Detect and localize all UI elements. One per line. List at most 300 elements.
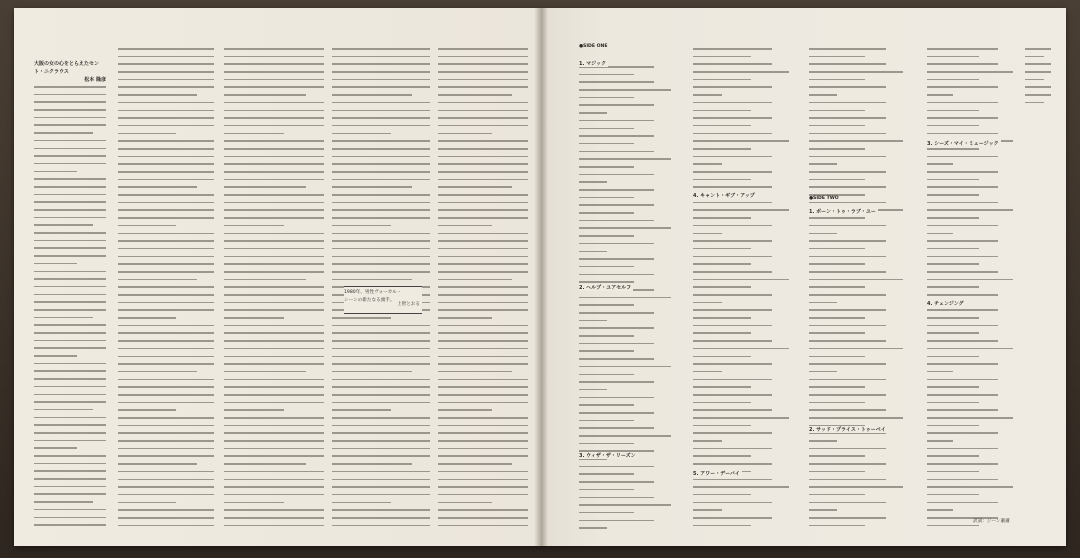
text-line <box>118 463 197 465</box>
text-line <box>118 271 214 273</box>
text-line <box>118 432 214 434</box>
text-line <box>579 197 634 199</box>
text-line <box>809 502 886 504</box>
text-line <box>693 102 772 104</box>
text-line <box>34 209 106 211</box>
text-line <box>118 348 214 350</box>
text-line <box>332 440 430 442</box>
text-line <box>693 86 772 88</box>
text-line <box>693 271 772 273</box>
text-line <box>34 394 106 396</box>
song-title-9: 4. チェンジング <box>927 301 964 307</box>
text-line <box>224 86 324 88</box>
text-line <box>34 309 106 311</box>
text-line <box>927 209 1013 211</box>
text-line <box>34 240 106 242</box>
text-line <box>809 325 886 327</box>
text-line <box>579 512 634 514</box>
text-line <box>438 402 528 404</box>
text-line <box>693 502 772 504</box>
text-line <box>927 425 979 427</box>
text-line <box>34 101 106 103</box>
text-line <box>332 502 391 504</box>
text-line <box>34 324 106 326</box>
text-line <box>438 340 528 342</box>
text-line <box>332 102 430 104</box>
text-line <box>579 420 634 422</box>
text-line <box>927 479 998 481</box>
text-line <box>34 201 106 203</box>
text-line <box>332 455 430 457</box>
text-line <box>118 71 214 73</box>
text-line <box>438 156 528 158</box>
text-line <box>224 248 324 250</box>
song-title-7: 2. サッド・プライス・トゥーベイ <box>809 427 886 433</box>
text-line <box>809 479 886 481</box>
text-line <box>118 179 214 181</box>
text-line <box>438 79 528 81</box>
text-line <box>34 455 106 457</box>
text-line <box>927 348 1013 350</box>
text-line <box>118 386 214 388</box>
text-line <box>34 409 93 411</box>
text-line <box>927 171 998 173</box>
text-line <box>438 171 528 173</box>
text-line <box>332 417 430 419</box>
text-line <box>438 133 492 135</box>
text-line <box>693 302 722 304</box>
text-line <box>438 348 528 350</box>
text-line <box>809 402 865 404</box>
text-line <box>438 163 528 165</box>
text-line <box>693 217 751 219</box>
text-line <box>579 166 634 168</box>
text-line <box>224 448 324 450</box>
text-line <box>224 163 324 165</box>
text-line <box>579 443 634 445</box>
text-line <box>579 266 634 268</box>
text-line <box>693 371 722 373</box>
text-line <box>809 171 886 173</box>
text-line <box>809 63 886 65</box>
text-line <box>927 186 998 188</box>
text-line <box>693 409 772 411</box>
text-line <box>927 156 998 158</box>
side-two-label: ●SIDE TWO <box>809 196 839 201</box>
text-line <box>693 363 772 365</box>
text-line <box>693 179 751 181</box>
text-line <box>579 251 607 253</box>
text-line <box>693 340 772 342</box>
text-line <box>118 171 214 173</box>
text-line <box>579 504 671 506</box>
text-line <box>118 455 214 457</box>
lyrics-column-3 <box>809 48 903 532</box>
text-line <box>579 497 654 499</box>
text-line <box>693 279 789 281</box>
text-line <box>579 189 654 191</box>
side-one-label: ●SIDE ONE <box>579 44 608 49</box>
text-line <box>34 317 93 319</box>
text-line <box>438 332 528 334</box>
text-line <box>34 363 106 365</box>
text-line <box>118 340 214 342</box>
text-line <box>927 455 979 457</box>
text-line <box>34 232 106 234</box>
text-line <box>118 371 197 373</box>
text-line <box>809 133 886 135</box>
text-line <box>118 502 176 504</box>
text-line <box>1025 71 1051 73</box>
text-line <box>438 494 528 496</box>
text-line <box>34 109 106 111</box>
text-line <box>118 217 214 219</box>
text-line <box>579 350 634 352</box>
text-line <box>693 263 751 265</box>
text-line <box>927 371 953 373</box>
text-line <box>118 86 214 88</box>
text-line <box>438 525 528 527</box>
text-line <box>118 325 214 327</box>
text-line <box>438 63 528 65</box>
text-line <box>34 117 106 119</box>
text-line <box>927 94 953 96</box>
text-line <box>118 133 176 135</box>
text-line <box>809 102 886 104</box>
text-line <box>927 194 979 196</box>
text-line <box>927 363 998 365</box>
text-line <box>118 156 214 158</box>
text-line <box>34 271 106 273</box>
text-line <box>809 186 886 188</box>
right-page <box>541 8 1066 546</box>
text-line <box>809 217 865 219</box>
text-line <box>224 463 306 465</box>
text-line <box>118 309 214 311</box>
text-line <box>34 509 106 511</box>
text-line <box>927 117 998 119</box>
text-line <box>927 432 998 434</box>
text-line <box>118 356 214 358</box>
text-line <box>693 525 751 527</box>
text-line <box>332 202 430 204</box>
text-line <box>927 248 979 250</box>
text-line <box>438 186 512 188</box>
text-line <box>332 517 430 519</box>
song-title-2: 2. ヘルプ・ユアセルフ <box>579 285 632 291</box>
text-line <box>118 417 214 419</box>
text-line <box>332 94 412 96</box>
song-title-5: 5. アワー・デーバイ <box>693 471 740 477</box>
text-line <box>118 233 214 235</box>
text-line <box>224 56 324 58</box>
text-line <box>927 394 998 396</box>
text-line <box>438 379 528 381</box>
text-line <box>332 317 391 319</box>
text-line <box>224 371 306 373</box>
text-line <box>34 493 106 495</box>
text-line <box>809 356 865 358</box>
text-line <box>809 263 865 265</box>
text-line <box>579 89 671 91</box>
text-line <box>579 412 654 414</box>
text-line <box>118 256 214 258</box>
text-line <box>693 402 751 404</box>
text-line <box>693 48 772 50</box>
text-line <box>438 256 528 258</box>
text-line <box>693 394 772 396</box>
text-line <box>34 163 106 165</box>
text-line <box>438 371 512 373</box>
text-line <box>438 279 512 281</box>
text-line <box>1025 56 1044 58</box>
text-line <box>693 71 789 73</box>
text-line <box>438 479 528 481</box>
text-line <box>118 94 197 96</box>
text-line <box>927 417 1013 419</box>
text-line <box>118 517 214 519</box>
text-line <box>332 86 430 88</box>
text-line <box>224 63 324 65</box>
text-line <box>224 379 324 381</box>
text-line <box>438 225 492 227</box>
text-line <box>693 163 722 165</box>
text-line <box>438 356 528 358</box>
text-line <box>34 247 106 249</box>
text-line <box>809 156 886 158</box>
text-line <box>34 478 106 480</box>
lyrics-column-5 <box>1025 48 1057 532</box>
text-line <box>34 301 106 303</box>
text-line <box>579 489 634 491</box>
text-line <box>579 281 634 283</box>
text-line <box>224 48 324 50</box>
text-line <box>438 110 528 112</box>
text-line <box>809 271 886 273</box>
text-line <box>1025 94 1051 96</box>
text-line <box>693 209 789 211</box>
text-line <box>332 56 430 58</box>
text-line <box>693 356 751 358</box>
text-line <box>34 124 106 126</box>
text-line <box>809 317 865 319</box>
text-line <box>438 202 528 204</box>
text-line <box>693 325 772 327</box>
text-line <box>693 432 772 434</box>
text-line <box>693 63 772 65</box>
text-line <box>438 286 528 288</box>
text-line <box>438 309 528 311</box>
text-line <box>579 366 671 368</box>
text-line <box>34 432 106 434</box>
text-line <box>809 379 886 381</box>
text-line <box>438 409 492 411</box>
text-line <box>579 181 607 183</box>
text-line <box>927 294 998 296</box>
text-line <box>438 294 528 296</box>
text-line <box>118 48 214 50</box>
text-line <box>332 386 430 388</box>
text-line <box>809 332 865 334</box>
text-line <box>927 325 998 327</box>
text-line <box>332 156 430 158</box>
text-line <box>438 209 528 211</box>
text-line <box>224 525 324 527</box>
text-line <box>118 409 176 411</box>
text-line <box>224 394 324 396</box>
text-line <box>693 517 772 519</box>
text-line <box>224 256 324 258</box>
text-line <box>809 233 837 235</box>
text-line <box>927 263 979 265</box>
text-line <box>809 471 865 473</box>
text-line <box>438 86 528 88</box>
text-line <box>927 148 979 150</box>
text-line <box>438 317 492 319</box>
text-line <box>579 120 654 122</box>
text-line <box>579 527 607 529</box>
text-line <box>693 202 772 204</box>
text-line <box>332 148 430 150</box>
text-line <box>224 455 324 457</box>
text-line <box>927 402 979 404</box>
article-title: 大阪の女の心をとらえたセント・ニクラウス <box>34 61 100 75</box>
text-line <box>332 271 430 273</box>
text-line <box>34 355 77 357</box>
text-line <box>224 471 324 473</box>
text-line <box>332 110 430 112</box>
text-line <box>118 209 214 211</box>
text-line <box>118 525 214 527</box>
text-line <box>927 286 979 288</box>
text-line <box>224 179 324 181</box>
text-line <box>1025 63 1051 65</box>
text-line <box>438 217 528 219</box>
text-line <box>224 94 306 96</box>
text-line <box>34 186 106 188</box>
text-line <box>693 248 751 250</box>
article-heading <box>34 60 106 84</box>
text-line <box>332 225 391 227</box>
text-line <box>332 425 430 427</box>
text-line <box>438 302 528 304</box>
text-line <box>809 286 865 288</box>
text-line <box>224 486 324 488</box>
text-line <box>118 117 214 119</box>
text-line <box>809 417 903 419</box>
text-line <box>809 86 886 88</box>
text-line <box>693 79 751 81</box>
text-line <box>118 332 214 334</box>
text-line <box>693 256 772 258</box>
text-line <box>332 133 391 135</box>
text-line <box>438 94 512 96</box>
song-title-4: 4. キャント・ギブ・アップ <box>693 193 755 199</box>
text-line <box>693 286 751 288</box>
text-line <box>438 440 528 442</box>
text-line <box>579 335 634 337</box>
text-line <box>332 79 430 81</box>
text-line <box>438 271 528 273</box>
text-line <box>927 448 998 450</box>
text-line <box>809 248 865 250</box>
text-line <box>332 71 430 73</box>
text-line <box>332 340 430 342</box>
text-line <box>927 471 979 473</box>
text-line <box>118 225 176 227</box>
text-line <box>332 363 430 365</box>
text-line <box>332 509 430 511</box>
text-line <box>332 63 430 65</box>
text-line <box>224 340 324 342</box>
text-line <box>34 224 93 226</box>
text-line <box>693 56 751 58</box>
text-line <box>693 463 772 465</box>
text-line <box>927 486 1013 488</box>
text-line <box>579 174 654 176</box>
text-line <box>809 394 886 396</box>
text-line <box>332 140 430 142</box>
article-column-3 <box>224 48 324 532</box>
text-line <box>579 473 634 475</box>
text-line <box>332 279 412 281</box>
text-line <box>224 425 324 427</box>
text-line <box>332 448 430 450</box>
text-line <box>809 279 903 281</box>
text-line <box>332 463 412 465</box>
text-line <box>332 432 430 434</box>
text-line <box>224 71 324 73</box>
text-line <box>224 317 284 319</box>
text-line <box>34 417 106 419</box>
text-line <box>438 386 528 388</box>
text-line <box>34 286 106 288</box>
text-line <box>927 217 979 219</box>
text-line <box>809 202 886 204</box>
text-line <box>809 71 903 73</box>
text-line <box>34 386 106 388</box>
text-line <box>693 379 772 381</box>
text-line <box>579 389 607 391</box>
text-line <box>332 163 430 165</box>
text-line <box>1025 48 1051 50</box>
text-line <box>332 356 430 358</box>
text-line <box>34 94 106 96</box>
text-line <box>224 194 324 196</box>
text-line <box>693 233 722 235</box>
text-line <box>693 494 751 496</box>
text-line <box>118 63 214 65</box>
text-line <box>118 494 214 496</box>
text-line <box>579 104 654 106</box>
text-line <box>118 394 214 396</box>
text-line <box>809 386 865 388</box>
text-line <box>927 332 979 334</box>
text-line <box>224 479 324 481</box>
text-line <box>332 209 430 211</box>
text-line <box>438 325 528 327</box>
text-line <box>809 448 886 450</box>
text-line <box>118 279 197 281</box>
text-line <box>118 479 214 481</box>
text-line <box>809 309 886 311</box>
text-line <box>927 179 979 181</box>
text-line <box>438 71 528 73</box>
text-line <box>332 48 430 50</box>
text-line <box>809 494 865 496</box>
text-line <box>438 240 528 242</box>
text-line <box>34 132 93 134</box>
